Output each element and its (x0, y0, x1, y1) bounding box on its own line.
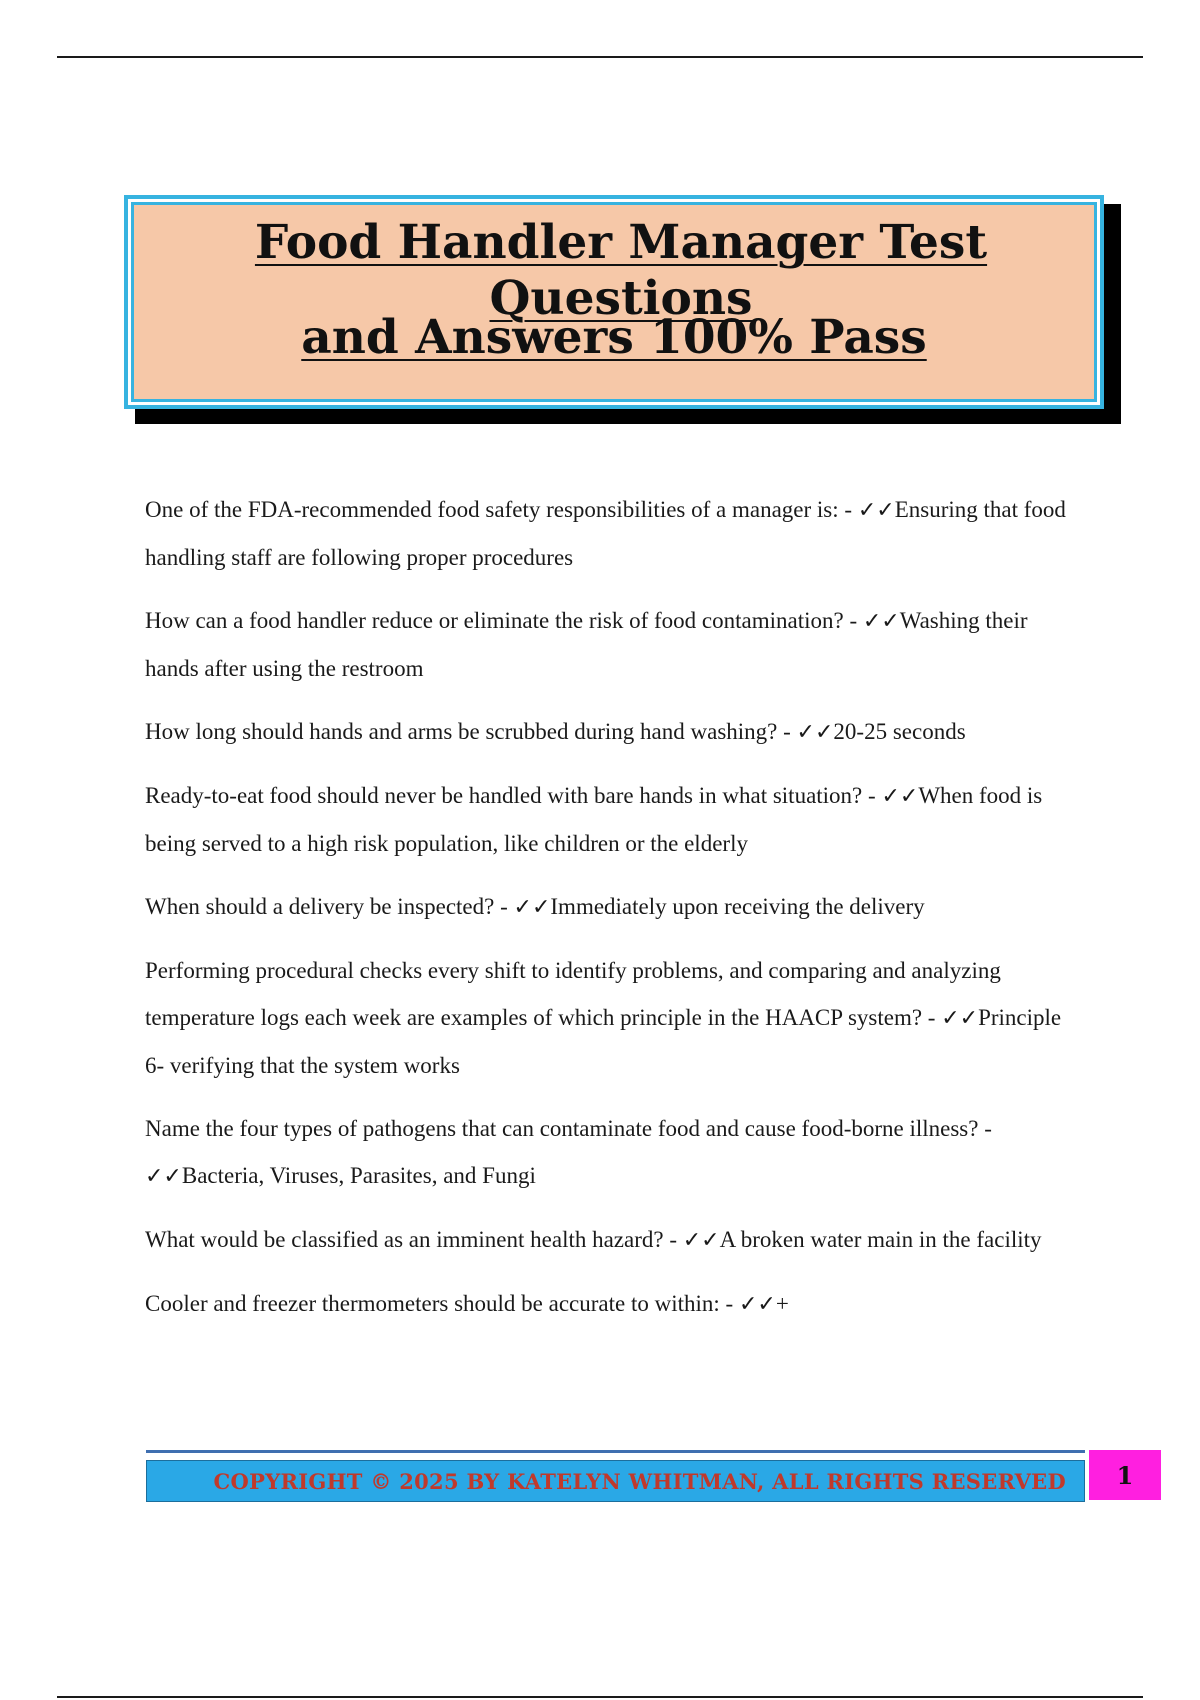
bottom-rule (57, 1696, 1143, 1698)
checkmark-icon: ✓✓ (145, 1164, 182, 1189)
qa-item (145, 1105, 1085, 1200)
checkmark-icon: ✓✓ (862, 609, 900, 634)
page-number: 1 (1116, 1460, 1134, 1490)
title-line-2 (128, 310, 1100, 366)
footer-bar (146, 1460, 1085, 1502)
qa-item (145, 597, 1085, 692)
qa-item (145, 883, 1085, 931)
checkmark-icon: ✓✓ (796, 720, 834, 745)
answer-text: Immediately upon receiving the delivery (550, 894, 925, 919)
checkmark-icon: ✓✓ (857, 498, 895, 523)
qa-item (145, 708, 1085, 756)
question-text: What would be classified as an imminent health hazard? - (145, 1227, 677, 1252)
answer-text: Bacteria, Viruses, Parasites, and Fungi (181, 1163, 536, 1188)
title-line-1-text: Food Handler Manager Test Questions (254, 215, 988, 326)
answer-text: When food is being served to a high risk population, like children or the elderly (145, 783, 1043, 856)
page-number-badge (1089, 1450, 1161, 1500)
question-text: How can a food handler reduce or eliminate the risk of food contamination? - (145, 608, 858, 633)
qa-item (145, 1216, 1085, 1264)
answer-text: Washing their hands after using the restroom (145, 608, 1028, 681)
answer-text: + (775, 1291, 789, 1316)
checkmark-icon: ✓✓ (881, 784, 919, 809)
question-text: Cooler and freezer thermometers should be accurate to within: - (145, 1291, 734, 1316)
question-text: Ready-to-eat food should never be handled with bare hands in what situation? - (145, 783, 876, 808)
title-line-2-text: and Answers 100% Pass (301, 310, 927, 365)
answer-text: Principle 6- verifying that the system works (145, 1005, 1062, 1078)
question-text: Name the four types of pathogens that can contaminate food and cause food-borne illness? - (145, 1116, 992, 1141)
qa-list (145, 486, 1085, 1344)
checkmark-icon: ✓✓ (941, 1006, 979, 1031)
answer-text: Ensuring that food handling staff are following proper procedures (145, 497, 1066, 570)
qa-item (145, 486, 1085, 581)
qa-item (145, 772, 1085, 867)
top-rule (57, 56, 1143, 58)
question-text: One of the FDA-recommended food safety responsibilities of a manager is: - (145, 497, 853, 522)
question-text: When should a delivery be inspected? - (145, 894, 508, 919)
answer-text: A broken water main in the facility (719, 1227, 1042, 1252)
qa-item (145, 1280, 1085, 1328)
qa-item (145, 947, 1085, 1089)
copyright-notice: COPYRIGHT © 2025 BY KATELYN WHITMAN, ALL RIGHTS RESERVED (213, 1468, 1066, 1494)
answer-text: 20-25 seconds (833, 719, 966, 744)
checkmark-icon: ✓✓ (682, 1228, 720, 1253)
question-text: How long should hands and arms be scrubbed during hand washing? - (145, 719, 791, 744)
footer-rule (146, 1450, 1085, 1453)
question-text: Performing procedural checks every shift to identify problems, and comparing and analyzing temperature logs each week are examples of which principle in the HAACP system? - (145, 958, 1001, 1030)
checkmark-icon: ✓✓ (738, 1292, 776, 1317)
title-banner (124, 195, 1104, 409)
checkmark-icon: ✓✓ (513, 895, 551, 920)
